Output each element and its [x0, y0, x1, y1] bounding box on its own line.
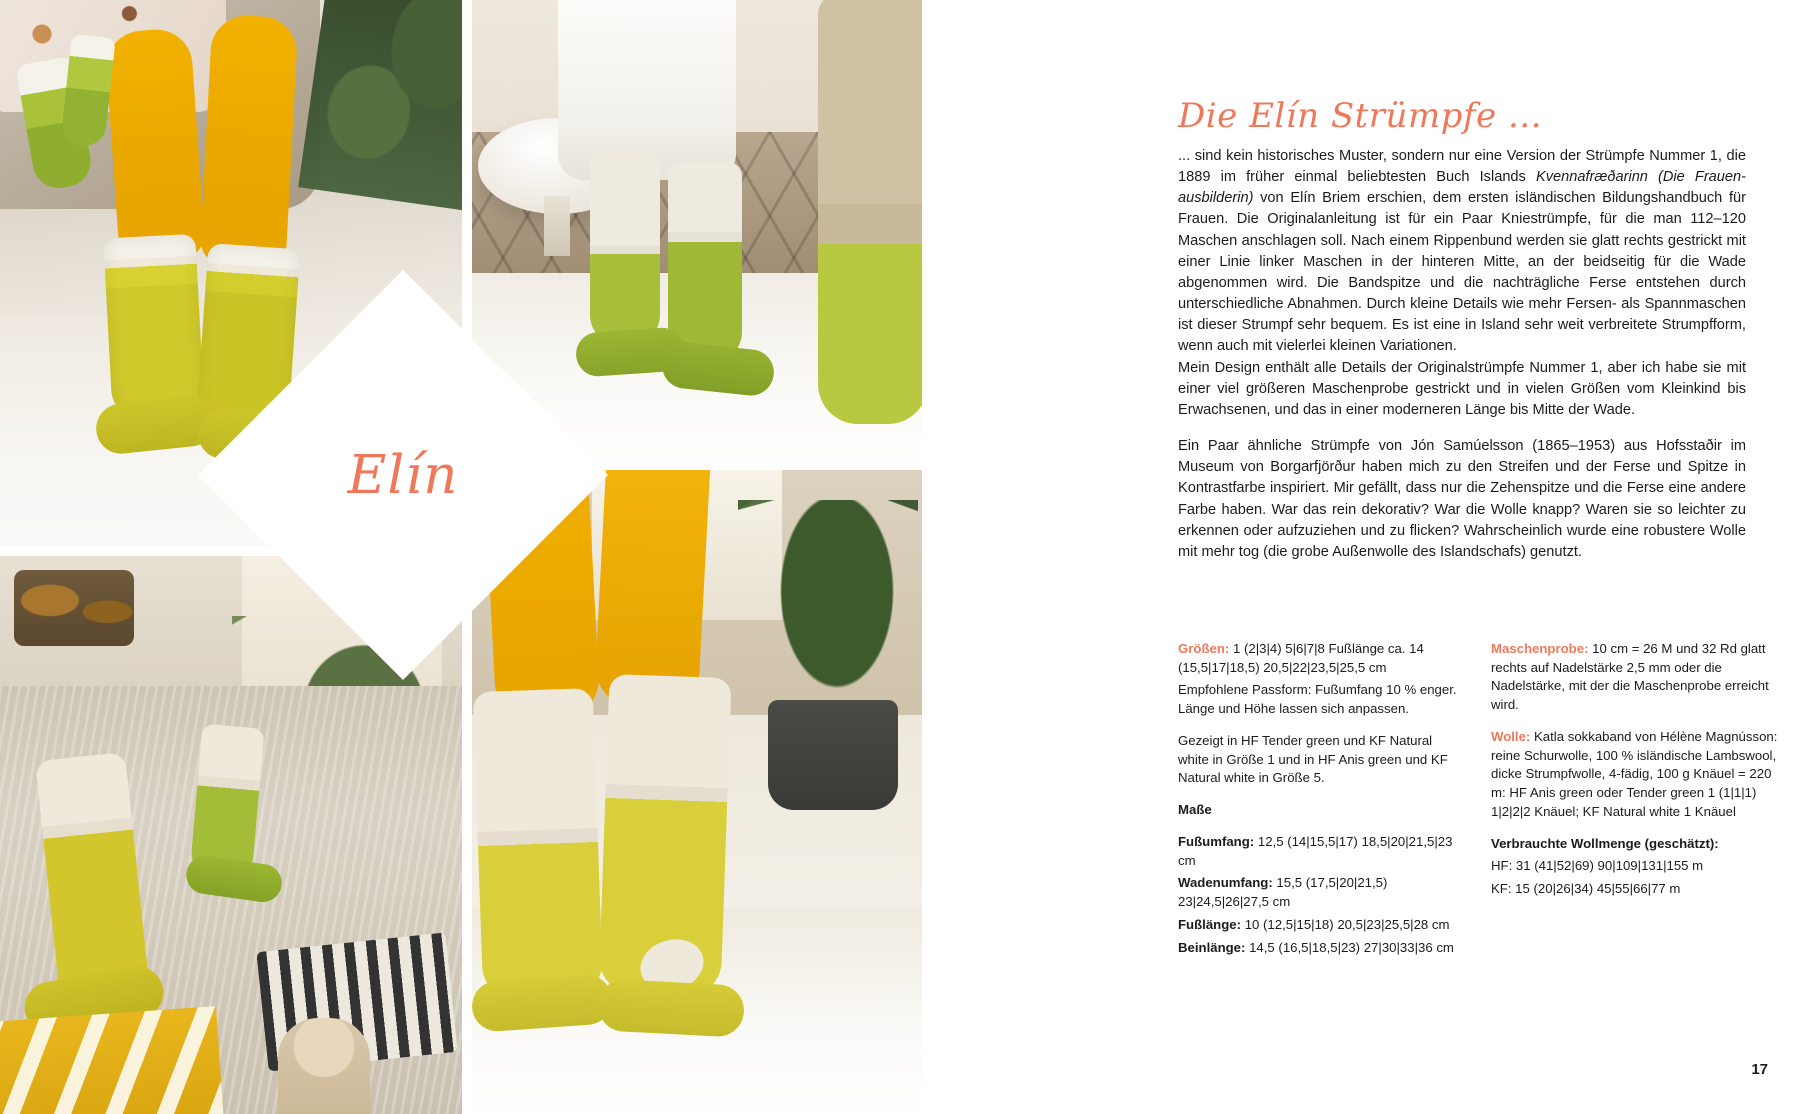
leg-length-value: 14,5 (16,5|18,5|23) 27|30|33|36 cm: [1249, 939, 1454, 955]
plant-pot: [768, 700, 898, 810]
yarn-line: [1491, 728, 1778, 822]
intro-paragraph-2: Mein Design enthält alle Details der Originalstrümpfe Nummer 1, aber ich habe sie mit einer viel größeren Maschenprobe gestrickt und in vielen Größen vom Kleinkind bis Erwachsenen, und das in einer moderneren Länge bis Mitte der Wade.: [1178, 359, 1746, 418]
intro-part-b: von Elín Briem erschien, dem ersten isländischen Bildungshandbuch für Frauen. Die Originalanleitung ist für ein Paar Kniestrümpfe, für die man 112–120 Maschen anschlagen soll. Nach einem Rippenbund werden sie glatt rechts gestrickt mit einer Linie linker Maschen in der hinteren Mitte, an der beidseitig für die Wade abgenommen wird. Die Bandspitze und die nachträgliche Ferse entstehen durch unterschiedliche Abnahmen. Durch kleine Details wie mehr Fersen- als Spannmaschen ist dieser Strumpf sehr bequem. Es ist eine in Island sehr weit verbreitete Strumpfform, wenn auch mit vielerlei kleinen Variationen.: [1178, 190, 1746, 355]
foot-circumference-label: Fußumfang:: [1178, 833, 1255, 849]
pattern-name-label: Elín: [347, 444, 459, 506]
foot-length-label: Fußlänge:: [1178, 916, 1242, 932]
yellow-legging-right: [200, 14, 299, 268]
text-column: [978, 0, 1800, 1114]
measurement-row: [1178, 916, 1465, 935]
sizes-label: Größen:: [1178, 641, 1230, 656]
knee-sock-right: [668, 162, 742, 362]
page-title: Die Elín Strümpfe ...: [1178, 96, 1542, 136]
plant-shape: [298, 0, 462, 211]
sizes-value: 1 (2|3|4) 5|6|7|8 Fußlänge ca. 14 (15,5|17|18,5) 20,5|22|23,5|25,5 cm: [1178, 641, 1424, 675]
knee-sock-left: [590, 150, 660, 345]
intro-paragraph-1: [1178, 146, 1746, 358]
measurement-row: [1178, 833, 1465, 870]
diamond-badge: [258, 330, 548, 620]
adult-sock-left: [103, 234, 204, 421]
shown-in-colors: Gezeigt in HF Tender green und KF Natural white in Größe 1 und in HF Anis green und KF Natural white in Größe 5.: [1178, 732, 1448, 786]
fit-recommendation: Empfohlene Passform: Fußumfang 10 % enger. Länge und Höhe lassen sich anpassen.: [1178, 682, 1457, 717]
gauge-label: Maschenprobe:: [1491, 641, 1589, 656]
foot-length-value: 10 (12,5|15|18) 20,5|23|25,5|28 cm: [1244, 916, 1450, 932]
yellow-blanket: [0, 1006, 224, 1114]
specs-left-column: [1178, 640, 1465, 961]
table-leg: [544, 196, 570, 256]
measurement-row: [1178, 939, 1465, 958]
yarn-amount-kf: KF: 15 (20|26|34) 45|55|66|77 m: [1491, 881, 1681, 897]
measurement-row: [1178, 874, 1465, 911]
page-number: 17: [1751, 1061, 1768, 1078]
sizes-line: [1178, 640, 1465, 677]
doll-figure: [278, 1018, 370, 1114]
intro-part-a: ... sind kein historisches Muster, sondern nur eine Version der Strümpfe Nummer 1, die 1889 im früher einmal beliebtesten Buch Islands: [1178, 148, 1746, 186]
leg-length-label: Beinlänge:: [1178, 939, 1246, 955]
side-sock-detail: [818, 0, 922, 424]
intro-text: [1178, 146, 1746, 563]
yarn-amount-heading: [1491, 835, 1778, 854]
knee-sock-left: [473, 688, 604, 1002]
intro-paragraph-3: Ein Paar ähnliche Strümpfe von Jón Samúelsson (1865–1953) aus Hofsstaðir im Museum von Borgarfjörður haben mich zu den Streifen und der Ferse und Spitze in Kontrastfarbe inspiriert. Mir gefällt, dass nur die Zehenspitze und die Ferse eine andere Farbe haben. War das rein dekorativ? War die Wolle knapp? Waren sie so leichter zu erkennen oder aufzuziehen und zu flicken? Wahrscheinlich wurde eine robustere Wolle mit mehr tog (die grobe Außenwolle des Islandschafs) genutzt.: [1178, 438, 1746, 560]
yarn-amount-label: Verbrauchte Wollmenge (geschätzt):: [1491, 835, 1719, 851]
book-title-italic: Kvennafræðarinn (Die Frauen-ausbilderin): [1178, 169, 1747, 207]
calf-circumference-value: 15,5 (17,5|20|21,5) 23|24,5|26|27,5 cm: [1178, 875, 1388, 910]
yellow-legging-left: [104, 27, 206, 262]
yarn-label: Wolle:: [1491, 728, 1531, 744]
sock-foot-right: [597, 978, 746, 1038]
wooden-objects: [14, 570, 134, 646]
specs-right-column: [1491, 640, 1778, 961]
specifications-block: [1178, 640, 1778, 961]
gauge-line: [1491, 640, 1778, 715]
gauge-value: 10 cm = 26 M und 32 Rd glatt rechts auf Nadelstärke 2,5 mm oder die Nadelstärke, mit der die Maschenprobe erreicht wird.: [1491, 641, 1769, 713]
foot-circumference-value: 12,5 (14|15,5|17) 18,5|20|21,5|23 cm: [1178, 833, 1453, 868]
yarn-amount-hf: HF: 31 (41|52|69) 90|109|131|155 m: [1491, 858, 1704, 874]
calf-circumference-label: Wadenumfang:: [1178, 875, 1273, 891]
sock-foot-left: [472, 973, 614, 1033]
measurements-heading: Maße: [1178, 802, 1212, 818]
yarn-value: Katla sokkaband von Hélène Magnússon: reine Schurwolle, 100 % isländische Lambswool, dicke Strumpfwolle, 4-fädig, 100 g Knäuel = 220 m: HF Anis green oder Tender green 1 (1|1|1) 1|2|2|2 Knäuel; KF Natural white 1 Knäuel: [1491, 728, 1778, 819]
